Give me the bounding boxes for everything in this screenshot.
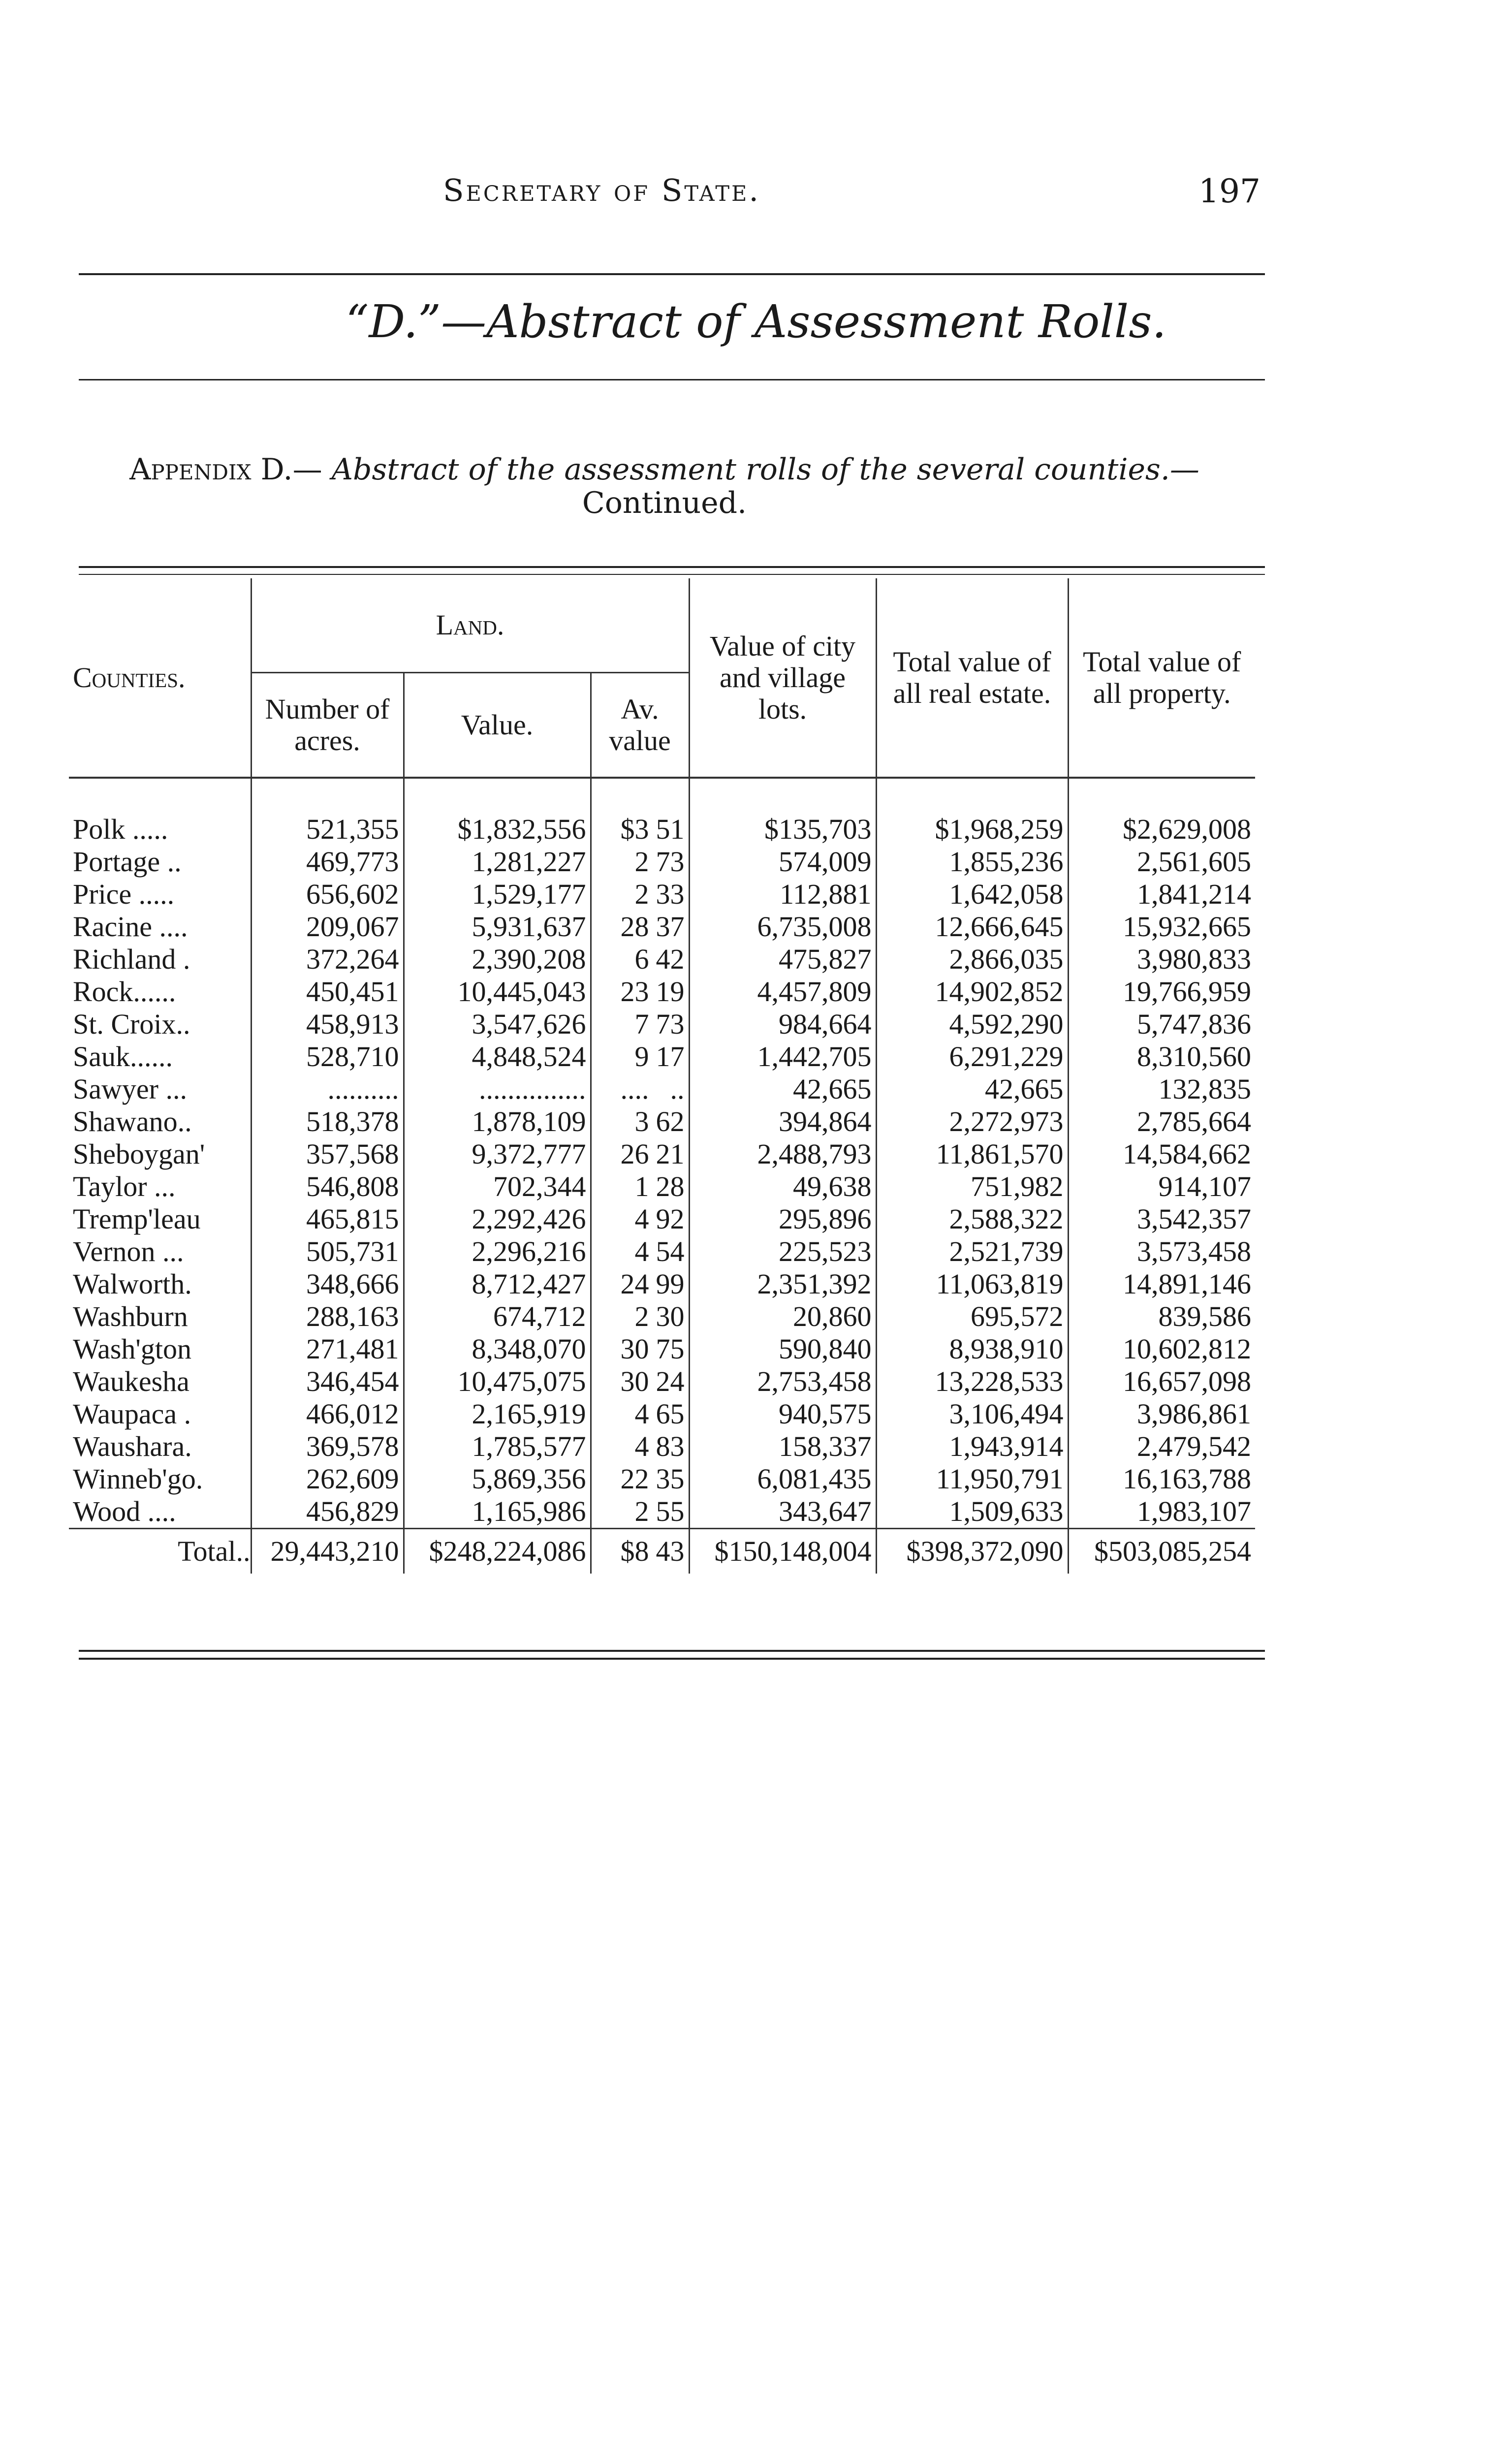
cell-acres: 346,454 — [251, 1365, 404, 1398]
header-city-lots: Value of city and village lots. — [689, 578, 876, 778]
cell-value: 5,869,356 — [404, 1463, 591, 1495]
cell-acres: 262,609 — [251, 1463, 404, 1495]
cell-av-cents: 65 — [656, 1398, 685, 1430]
cell-av-cents: 33 — [656, 878, 685, 910]
cell-av-cents: 28 — [656, 1170, 685, 1202]
cell-real-estate: 13,228,533 — [876, 1365, 1068, 1398]
cell-lots: 42,665 — [689, 1073, 876, 1105]
cell-value: 702,344 — [404, 1170, 591, 1203]
cell-acres: 369,578 — [251, 1430, 404, 1463]
table-row — [69, 943, 1255, 976]
page-title: “D.”—Abstract of Assessment Rolls. — [346, 295, 1166, 348]
cell-acres: 518,378 — [251, 1105, 404, 1138]
table-row — [69, 1105, 1255, 1138]
page-number: 197 — [1198, 172, 1260, 210]
table-row — [69, 1073, 1255, 1105]
caption-letter: D.— — [260, 452, 322, 487]
cell-lots: 343,647 — [689, 1495, 876, 1529]
table-row — [69, 1495, 1255, 1529]
total-label: Total.. — [69, 1529, 251, 1574]
cell-county: Rock...... — [73, 976, 176, 1008]
cell-real-estate: 11,861,570 — [876, 1138, 1068, 1170]
cell-av-dollars: 2 — [634, 1300, 649, 1332]
cell-av-value — [591, 878, 689, 911]
header-counties: Counties. — [73, 661, 186, 694]
cell-real-estate: $1,968,259 — [876, 813, 1068, 846]
cell-value: ............... — [404, 1073, 591, 1105]
cell-lots: 2,351,392 — [689, 1268, 876, 1300]
cell-av-value — [591, 1203, 689, 1235]
cell-property: 1,841,214 — [1068, 878, 1255, 911]
cell-av-dollars: 26 — [620, 1138, 649, 1170]
cell-lots: 20,860 — [689, 1300, 876, 1333]
cell-av-value — [591, 1495, 689, 1529]
cell-county: Wash'gton — [73, 1333, 191, 1365]
cell-property: 14,584,662 — [1068, 1138, 1255, 1170]
cell-av-value — [591, 1008, 689, 1041]
cell-county: Tremp'leau — [73, 1203, 201, 1235]
caption-text: Abstract of the assessment rolls of the several counties.— — [331, 452, 1199, 487]
cell-property: 1,983,107 — [1068, 1495, 1255, 1529]
cell-av-cents: 37 — [656, 911, 685, 943]
header-property: Total value of all property. — [1068, 578, 1255, 778]
cell-property: 19,766,959 — [1068, 976, 1255, 1008]
cell-value: 2,296,216 — [404, 1235, 591, 1268]
cell-real-estate: 12,666,645 — [876, 911, 1068, 943]
cell-county: Washburn — [73, 1300, 188, 1332]
table-row — [69, 976, 1255, 1008]
cell-acres: 466,012 — [251, 1398, 404, 1430]
cell-av-value — [591, 1300, 689, 1333]
cell-av-dollars: 4 — [634, 1203, 649, 1235]
table-row — [69, 1170, 1255, 1203]
cell-real-estate: 11,950,791 — [876, 1463, 1068, 1495]
total-av-value — [591, 1529, 689, 1574]
cell-lots: 4,457,809 — [689, 976, 876, 1008]
cell-real-estate: 2,588,322 — [876, 1203, 1068, 1235]
cell-av-value — [591, 1105, 689, 1138]
cell-value: 3,547,626 — [404, 1008, 591, 1041]
cell-av-cents: 55 — [656, 1495, 685, 1527]
cell-value: 1,529,177 — [404, 878, 591, 911]
cell-av-value — [591, 943, 689, 976]
cell-av-dollars: 2 — [634, 846, 649, 878]
cell-county: Waukesha — [73, 1365, 189, 1397]
cell-av-value — [591, 1170, 689, 1203]
bottom-rule-1 — [79, 1650, 1265, 1652]
cell-av-value — [591, 1235, 689, 1268]
cell-av-dollars: 1 — [634, 1170, 649, 1202]
cell-lots: 112,881 — [689, 878, 876, 911]
table-row — [69, 1203, 1255, 1235]
cell-acres: 450,451 — [251, 976, 404, 1008]
cell-county: Waupaca . — [73, 1398, 191, 1430]
cell-av-cents: 17 — [656, 1041, 685, 1073]
cell-av-cents: 62 — [656, 1105, 685, 1137]
cell-value: 10,445,043 — [404, 976, 591, 1008]
table-row — [69, 911, 1255, 943]
header-value: Value. — [404, 673, 591, 778]
cell-property: 8,310,560 — [1068, 1041, 1255, 1073]
cell-av-dollars: $3 — [620, 813, 649, 845]
table-row — [69, 1300, 1255, 1333]
header-land: Land. — [251, 578, 689, 673]
cell-av-dollars: 30 — [620, 1333, 649, 1365]
cell-property: 10,602,812 — [1068, 1333, 1255, 1365]
table-row — [69, 1008, 1255, 1041]
cell-av-value — [591, 1041, 689, 1073]
cell-value: $1,832,556 — [404, 813, 591, 846]
cell-av-value — [591, 1398, 689, 1430]
cell-real-estate: 11,063,819 — [876, 1268, 1068, 1300]
cell-av-cents: 51 — [656, 813, 685, 845]
cell-county: Wood .... — [73, 1495, 176, 1527]
cell-av-cents: 35 — [656, 1463, 685, 1495]
cell-av-dollars: 30 — [620, 1365, 649, 1397]
table-row — [69, 813, 1255, 846]
cell-acres: 348,666 — [251, 1268, 404, 1300]
cell-value: 5,931,637 — [404, 911, 591, 943]
cell-av-dollars: 3 — [634, 1105, 649, 1137]
cell-property: 5,747,836 — [1068, 1008, 1255, 1041]
cell-real-estate: 1,509,633 — [876, 1495, 1068, 1529]
total-lots: $150,148,004 — [689, 1529, 876, 1574]
cell-av-value — [591, 1333, 689, 1365]
cell-property: 3,980,833 — [1068, 943, 1255, 976]
cell-acres: 521,355 — [251, 813, 404, 846]
cell-value: 2,390,208 — [404, 943, 591, 976]
cell-county: Richland . — [73, 943, 190, 975]
cell-av-cents: .. — [670, 1073, 685, 1105]
cell-lots: 940,575 — [689, 1398, 876, 1430]
cell-av-cents: 21 — [656, 1138, 685, 1170]
cell-county: Polk ..... — [73, 813, 168, 845]
cell-lots: 225,523 — [689, 1235, 876, 1268]
cell-av-dollars: 9 — [634, 1041, 649, 1073]
cell-county: Portage .. — [73, 846, 182, 878]
cell-av-value — [591, 846, 689, 878]
cell-av-dollars: .... — [620, 1073, 649, 1105]
cell-real-estate: 1,855,236 — [876, 846, 1068, 878]
cell-county: Racine .... — [73, 911, 188, 943]
cell-real-estate: 42,665 — [876, 1073, 1068, 1105]
cell-real-estate: 8,938,910 — [876, 1333, 1068, 1365]
cell-value: 10,475,075 — [404, 1365, 591, 1398]
cell-value: 2,292,426 — [404, 1203, 591, 1235]
cell-value: 1,785,577 — [404, 1430, 591, 1463]
cell-real-estate: 6,291,229 — [876, 1041, 1068, 1073]
cell-lots: 2,753,458 — [689, 1365, 876, 1398]
cell-county: Waushara. — [73, 1430, 192, 1462]
cell-av-value — [591, 1365, 689, 1398]
cell-value: 9,372,777 — [404, 1138, 591, 1170]
cell-property: $2,629,008 — [1068, 813, 1255, 846]
cell-lots: 1,442,705 — [689, 1041, 876, 1073]
cell-lots: $135,703 — [689, 813, 876, 846]
cell-property: 132,835 — [1068, 1073, 1255, 1105]
cell-av-dollars: 4 — [634, 1235, 649, 1267]
caption-continued: Continued. — [582, 486, 747, 520]
cell-av-dollars: 4 — [634, 1430, 649, 1462]
cell-av-dollars: 2 — [634, 1495, 649, 1527]
total-av-dollars: $8 — [620, 1535, 649, 1567]
cell-acres: 288,163 — [251, 1300, 404, 1333]
cell-county: Taylor ... — [73, 1170, 176, 1202]
cell-property: 14,891,146 — [1068, 1268, 1255, 1300]
cell-real-estate: 3,106,494 — [876, 1398, 1068, 1430]
cell-property: 2,561,605 — [1068, 846, 1255, 878]
cell-property: 3,986,861 — [1068, 1398, 1255, 1430]
cell-county: Sauk...... — [73, 1041, 173, 1073]
cell-county: Sawyer ... — [73, 1073, 187, 1105]
cell-av-cents: 75 — [656, 1333, 685, 1365]
bottom-rule-2 — [79, 1658, 1265, 1660]
cell-av-dollars: 2 — [634, 878, 649, 910]
total-acres: 29,443,210 — [251, 1529, 404, 1574]
cell-av-dollars: 6 — [634, 943, 649, 975]
cell-av-cents: 54 — [656, 1235, 685, 1267]
cell-real-estate: 2,521,739 — [876, 1235, 1068, 1268]
cell-acres: 528,710 — [251, 1041, 404, 1073]
cell-property: 2,785,664 — [1068, 1105, 1255, 1138]
cell-acres: 465,815 — [251, 1203, 404, 1235]
cell-lots: 158,337 — [689, 1430, 876, 1463]
cell-av-value — [591, 976, 689, 1008]
cell-av-dollars: 22 — [620, 1463, 649, 1495]
cell-real-estate: 1,642,058 — [876, 878, 1068, 911]
cell-lots: 574,009 — [689, 846, 876, 878]
table-row — [69, 1398, 1255, 1430]
table-top-rule-2 — [79, 574, 1265, 575]
table-row — [69, 1463, 1255, 1495]
table-row — [69, 1333, 1255, 1365]
cell-av-dollars: 7 — [634, 1008, 649, 1040]
table-row — [69, 1430, 1255, 1463]
cell-value: 1,281,227 — [404, 846, 591, 878]
cell-real-estate: 14,902,852 — [876, 976, 1068, 1008]
cell-real-estate: 2,272,973 — [876, 1105, 1068, 1138]
cell-real-estate: 751,982 — [876, 1170, 1068, 1203]
cell-value: 8,712,427 — [404, 1268, 591, 1300]
cell-acres: 656,602 — [251, 878, 404, 911]
table-row — [69, 846, 1255, 878]
cell-av-dollars: 28 — [620, 911, 649, 943]
table-row — [69, 1365, 1255, 1398]
cell-lots: 295,896 — [689, 1203, 876, 1235]
cell-av-value — [591, 813, 689, 846]
cell-av-cents: 92 — [656, 1203, 685, 1235]
cell-property: 3,573,458 — [1068, 1235, 1255, 1268]
table-row — [69, 1138, 1255, 1170]
cell-real-estate: 1,943,914 — [876, 1430, 1068, 1463]
assessment-table — [69, 578, 1255, 1574]
cell-av-cents: 24 — [656, 1365, 685, 1397]
cell-av-dollars: 23 — [620, 976, 649, 1008]
caption-label: Appendix — [129, 452, 252, 487]
header-real-estate: Total value of all real estate. — [876, 578, 1068, 778]
cell-av-cents: 19 — [656, 976, 685, 1008]
cell-lots: 984,664 — [689, 1008, 876, 1041]
cell-value: 2,165,919 — [404, 1398, 591, 1430]
cell-av-cents: 83 — [656, 1430, 685, 1462]
cell-acres: 469,773 — [251, 846, 404, 878]
cell-av-cents: 30 — [656, 1300, 685, 1332]
total-value: $248,224,086 — [404, 1529, 591, 1574]
cell-av-value — [591, 911, 689, 943]
cell-value: 1,878,109 — [404, 1105, 591, 1138]
cell-av-dollars: 4 — [634, 1398, 649, 1430]
cell-av-value — [591, 1463, 689, 1495]
cell-av-cents: 99 — [656, 1268, 685, 1300]
running-head: Secretary of State. — [443, 172, 761, 208]
table-body — [69, 813, 1255, 1529]
cell-county: St. Croix.. — [73, 1008, 190, 1040]
cell-county: Shawano.. — [73, 1105, 192, 1137]
cell-acres: 458,913 — [251, 1008, 404, 1041]
cell-value: 1,165,986 — [404, 1495, 591, 1529]
cell-real-estate: 2,866,035 — [876, 943, 1068, 976]
cell-county: Price ..... — [73, 878, 175, 910]
table-row — [69, 1268, 1255, 1300]
cell-county: Vernon ... — [73, 1235, 184, 1267]
cell-av-value — [591, 1430, 689, 1463]
cell-acres: 546,808 — [251, 1170, 404, 1203]
total-real-estate: $398,372,090 — [876, 1529, 1068, 1574]
cell-acres: 505,731 — [251, 1235, 404, 1268]
total-row — [69, 1529, 1255, 1574]
cell-property: 839,586 — [1068, 1300, 1255, 1333]
cell-lots: 590,840 — [689, 1333, 876, 1365]
cell-real-estate: 4,592,290 — [876, 1008, 1068, 1041]
table-row — [69, 1041, 1255, 1073]
cell-lots: 394,864 — [689, 1105, 876, 1138]
cell-county: Sheboygan' — [73, 1138, 205, 1170]
title-rule — [79, 379, 1265, 380]
cell-av-cents: 42 — [656, 943, 685, 975]
cell-acres: 271,481 — [251, 1333, 404, 1365]
header-acres: Number of acres. — [251, 673, 404, 778]
cell-lots: 49,638 — [689, 1170, 876, 1203]
cell-acres: 209,067 — [251, 911, 404, 943]
cell-property: 3,542,357 — [1068, 1203, 1255, 1235]
table-row — [69, 1235, 1255, 1268]
cell-property: 16,163,788 — [1068, 1463, 1255, 1495]
top-rule — [79, 273, 1265, 275]
cell-real-estate: 695,572 — [876, 1300, 1068, 1333]
cell-county: Winneb'go. — [73, 1463, 203, 1495]
cell-property: 15,932,665 — [1068, 911, 1255, 943]
cell-av-dollars: 24 — [620, 1268, 649, 1300]
cell-county: Walworth. — [73, 1268, 192, 1300]
total-property: $503,085,254 — [1068, 1529, 1255, 1574]
cell-acres: .......... — [251, 1073, 404, 1105]
cell-lots: 6,081,435 — [689, 1463, 876, 1495]
cell-lots: 6,735,008 — [689, 911, 876, 943]
cell-value: 4,848,524 — [404, 1041, 591, 1073]
table-top-rule-1 — [79, 566, 1265, 568]
cell-property: 914,107 — [1068, 1170, 1255, 1203]
cell-av-cents: 73 — [656, 846, 685, 878]
cell-av-value — [591, 1268, 689, 1300]
cell-property: 16,657,098 — [1068, 1365, 1255, 1398]
cell-value: 8,348,070 — [404, 1333, 591, 1365]
cell-property: 2,479,542 — [1068, 1430, 1255, 1463]
cell-av-value — [591, 1073, 689, 1105]
header-av-value: Av. value — [591, 673, 689, 778]
cell-av-value — [591, 1138, 689, 1170]
cell-av-cents: 73 — [656, 1008, 685, 1040]
table-row — [69, 878, 1255, 911]
cell-acres: 456,829 — [251, 1495, 404, 1529]
cell-lots: 2,488,793 — [689, 1138, 876, 1170]
table-caption — [74, 453, 1255, 520]
cell-acres: 372,264 — [251, 943, 404, 976]
cell-acres: 357,568 — [251, 1138, 404, 1170]
cell-lots: 475,827 — [689, 943, 876, 976]
cell-value: 674,712 — [404, 1300, 591, 1333]
total-av-cents: 43 — [656, 1535, 685, 1567]
